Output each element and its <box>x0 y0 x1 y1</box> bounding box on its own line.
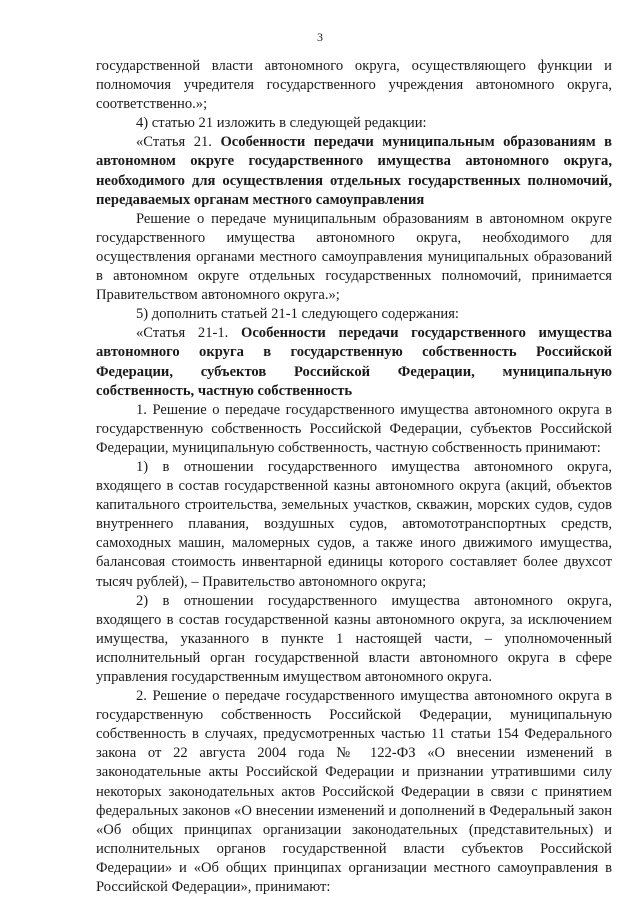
article-21-1-part-1: 1. Решение о передаче государственного имущества автономного округа в государственную собственность Российской Федерации, субъектов Российской Федерации, муниципальную собственность, частную собственность принимают: <box>96 401 612 456</box>
paragraph-item-5: 5) дополнить статьей 21-1 следующего содержания: <box>136 306 459 323</box>
article-21-prefix: «Статья 21. <box>136 134 221 151</box>
article-21-1-heading <box>96 324 612 400</box>
paragraph-continuation: государственной власти автономного округа, осуществляющего функции и полномочия учредителя государственного учреждения автономного округа, соответственно.»; <box>96 58 612 113</box>
document-body <box>96 57 612 897</box>
article-21-title: Особенности передачи муниципальным образованиям в автономном округе государственного имущества автономного округа, необходимого для осуществления отдельных государственных полномочий, передаваемых органам местного самоуправления <box>96 134 613 208</box>
part-1-item-1: 1) в отношении государственного имущества автономного округа, входящего в состав государственной казны автономного округа (акций, объектов капитального строительства, земельных участков, скважин, морских судов, судов внутреннего плавания, воздушных судов, автомототранспортных средств, самоходных машин, маломерных судов, а также иного движимого имущества, балансовая стоимость инвентарной единицы которого составляет более двухсот тысяч рублей), – Правительство автономного округа; <box>96 458 612 590</box>
article-21-text: Решение о передаче муниципальным образованиям в автономном округе государственного имущества автономного округа, необходимого для осуществления органами местного самоуправления муниципальных образований в автономном округе отдельных государственных полномочий, принимается Правительством автономного округа.»; <box>96 210 612 304</box>
page-number: 3 <box>317 30 323 44</box>
article-21-1-prefix: «Статья 21-1. <box>136 325 241 342</box>
part-1-item-2: 2) в отношении государственного имущества автономного округа, входящего в состав государственной казны автономного округа, за исключением имущества, указанного в пункте 1 настоящей части, – уполномоченный исполнительный орган государственной власти автономного округа в сфере управления государственным имуществом автономного округа. <box>96 592 612 685</box>
article-21-1-title: Особенности передачи государственного имущества автономного округа в государственную собственность Российской Федерации, субъектов Российской Федерации, муниципальную собственность, частную собственность <box>96 325 612 399</box>
article-21-1-part-2: 2. Решение о передаче государственного имущества автономного округа в государственную собственность Российской Федерации, муниципальную собственность в случаях, предусмотренных частью 11 статьи 154 Федерального закона от 22 августа 2004 года № 122-ФЗ «О внесении изменений в законодательные акты Российской Федерации и признании утратившими силу некоторых законодательных актов Российской Федерации в связи с принятием федеральных законов «О внесении изменений и дополнений в Федеральный закон «Об общих принципах организации законодательных (представительных) и исполнительных органов государственной власти субъектов Российской Федерации» и «Об общих принципах организации местного самоуправления в Российской Федерации», принимают: <box>96 688 612 896</box>
article-21-heading <box>96 133 612 209</box>
paragraph-item-4: 4) статью 21 изложить в следующей редакции: <box>136 115 427 132</box>
